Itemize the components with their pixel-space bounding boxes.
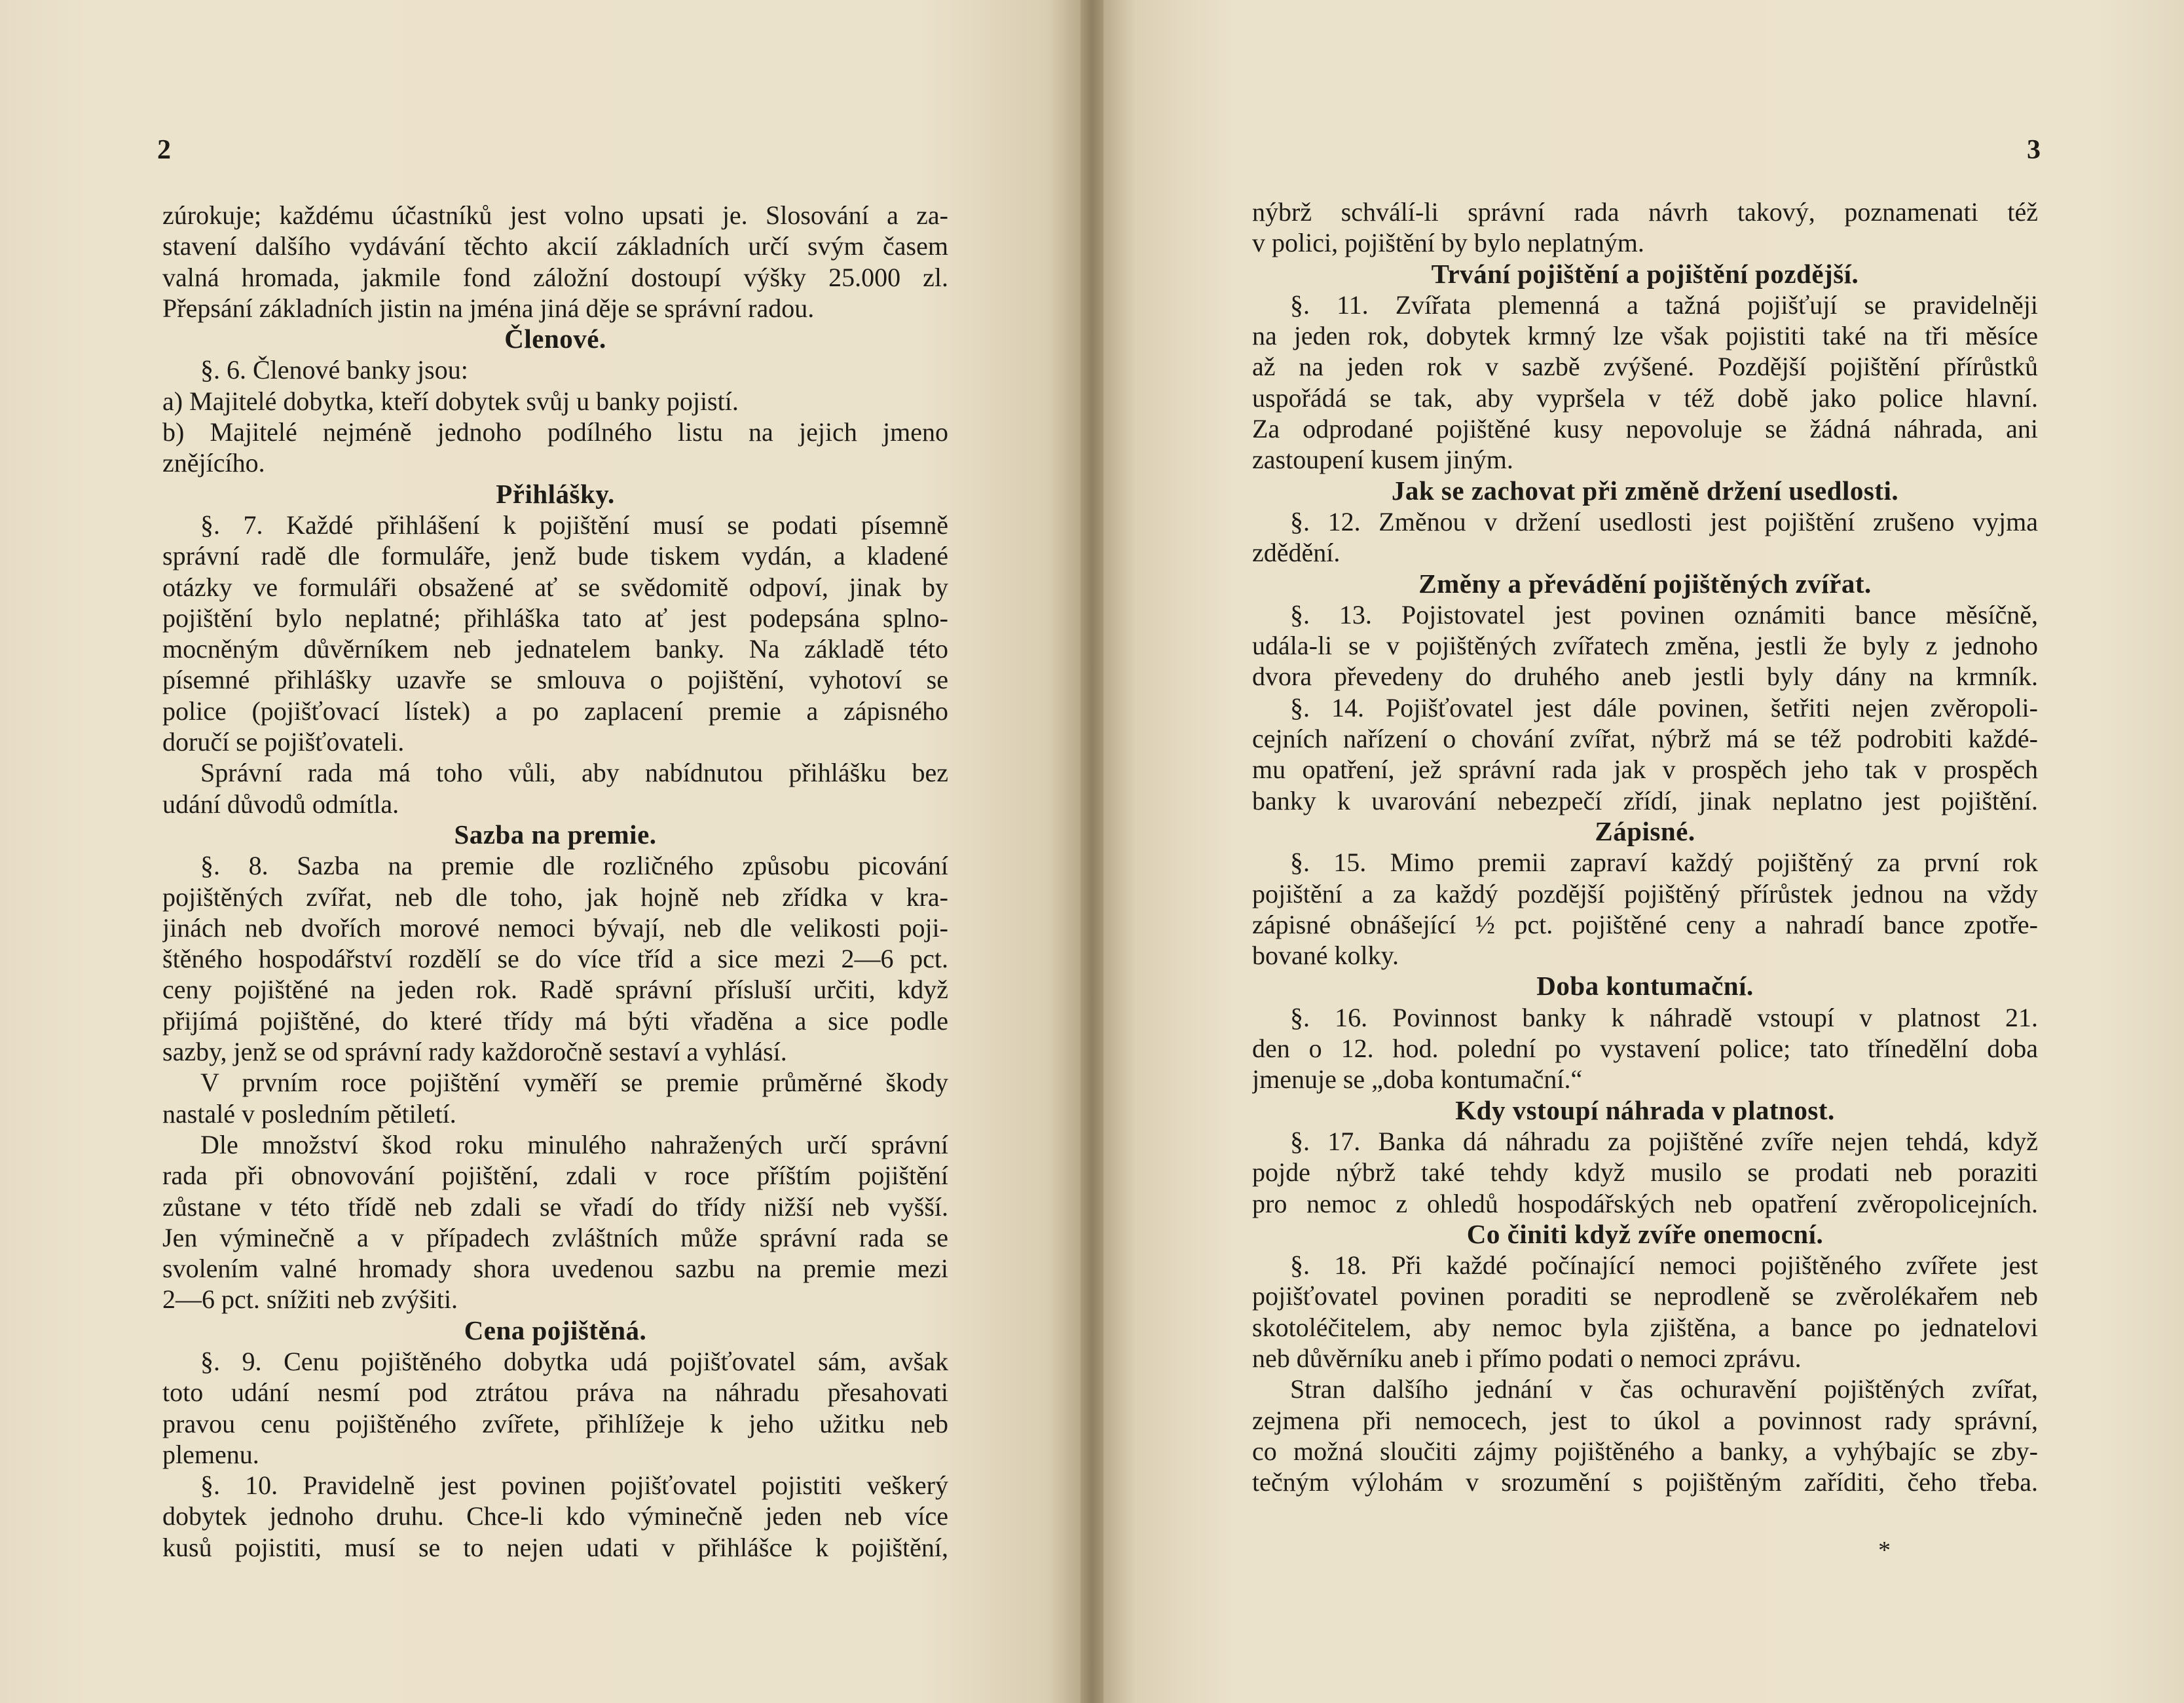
text-line: Správní rada má toho vůli, aby nabídnutou přihlášku bez (200, 758, 948, 788)
text-line: §. 6. Členové banky jsou: (200, 355, 468, 385)
text-line: znějícího. (162, 448, 265, 478)
page-number-right: 3 (2027, 135, 2041, 165)
text-line: pojde nýbrž také tehdy když musilo se prodati neb poraziti (1252, 1157, 2038, 1188)
text-line: pravou cenu pojištěného zvířete, přihlížeje k jeho užitku neb (162, 1408, 948, 1438)
text-line: jinách neb dvořích morové nemoci bývají, neb dle velikosti poji- (162, 912, 948, 943)
text-line: rada při obnovování pojištění, zdali v roce příštím pojištění (162, 1161, 948, 1191)
text-line: udála-li se v pojištěných zvířatech změna, jestli že byly z jednoho (1252, 631, 2038, 661)
text-line: stavení dalšího vydávání těchto akcií základních určí svým časem (162, 231, 948, 261)
text-line: přijímá pojištěné, do které třídy má býti vřaděna a sice podle (162, 1005, 948, 1036)
section-heading: Kdy vstoupí náhrada v platnost. (1455, 1095, 1835, 1125)
text-line: §. 9. Cenu pojištěného dobytka udá pojišťovatel sám, avšak (200, 1346, 948, 1376)
text-line: zápisné obnášející ½ pct. pojištěné ceny a nahradí bance zpotře- (1252, 909, 2038, 939)
text-line: §. 16. Povinnost banky k náhradě vstoupí v platnost 21. (1290, 1002, 2038, 1032)
text-line: dvora převedeny do druhého aneb jestli byly dány na krmník. (1252, 662, 2038, 692)
text-line: zdědění. (1252, 538, 1341, 568)
section-heading: Sazba na premie. (454, 819, 657, 850)
text-line: Stran dalšího jednání v čas ochuravění pojištěných zvířat, (1290, 1374, 2038, 1404)
text-line: správní radě dle formuláře, jenž bude tiskem vydán, a kladené (162, 541, 948, 571)
text-line: štěného hospodářství rozdělí se do více tříd a sice mezi 2—6 pct. (162, 944, 948, 974)
text-line: §. 7. Každé přihlášení k pojištění musí se podati písemně (200, 510, 948, 540)
left-page (0, 0, 1081, 1703)
text-line: Jen výminečně a v případech zvláštních může správní rada se (162, 1222, 948, 1252)
page-number-left: 2 (157, 135, 171, 165)
text-line: §. 11. Zvířata plemenná a tažná pojišťují se pravidelněji (1290, 290, 2038, 320)
text-line: b) Majitelé nejméně jednoho podílného listu na jejich jmeno (162, 417, 948, 447)
section-heading: Přihlášky. (496, 478, 615, 509)
text-line: §. 17. Banka dá náhradu za pojištěné zvíře nejen tehdá, když (1290, 1126, 2038, 1156)
section-heading: Jak se zachovat při změně držení usedlosti. (1391, 475, 1899, 506)
section-heading: Členové. (504, 324, 606, 354)
section-heading: Změny a převádění pojištěných zvířat. (1418, 568, 1872, 599)
text-line: §. 14. Pojišťovatel jest dále povinen, šetřiti nejen zvěropoli- (1290, 692, 2038, 722)
text-line: doručí se pojišťovateli. (162, 727, 405, 757)
text-line: v polici, pojištění by bylo neplatným. (1252, 228, 1644, 258)
text-line: §. 12. Změnou v držení usedlosti jest pojištění zrušeno vyjma (1290, 506, 2038, 536)
text-line: police (pojišťovací lístek) a po zaplacení premie a zápisného (162, 696, 948, 726)
text-line: ceny pojištěné na jeden rok. Radě správní přísluší určiti, když (162, 975, 948, 1005)
text-line: až na jeden rok v sazbě zvýšené. Pozdější pojištění přírůstků (1252, 352, 2038, 382)
text-line: plemenu. (162, 1439, 259, 1469)
text-line: toto udání nesmí pod ztrátou práva na náhradu přesahovati (162, 1377, 948, 1408)
text-line: Přepsání základních jistin na jména jiná děje se správní radou. (162, 293, 815, 323)
text-line: jmenuje se „doba kontumační.“ (1252, 1064, 1583, 1095)
text-line: pojištěných zvířat, neb dle toho, jak hojně neb zřídka v kra- (162, 882, 948, 912)
section-heading: Trvání pojištění a pojištění pozdější. (1431, 258, 1859, 289)
text-line: pojištění a za každý pozdější pojištěný přírůstek jednou na vždy (1252, 878, 2038, 908)
text-line: na jeden rok, dobytek krmný lze však pojistiti také na tři měsíce (1252, 321, 2038, 351)
text-line: tečným výlohám v srozumění s pojištěným zaříditi, čeho třeba. (1252, 1467, 2038, 1497)
section-heading: Zápisné. (1595, 815, 1695, 846)
text-line: otázky ve formuláři obsažené ať se svědomitě odpoví, jinak by (162, 572, 948, 602)
text-line: 2—6 pct. snížiti neb zvýšiti. (162, 1284, 458, 1315)
section-heading: Cena pojištěná. (464, 1315, 647, 1345)
text-line: V prvním roce pojištění vyměří se premie průměrné škody (200, 1068, 948, 1098)
text-line: nýbrž schválí-li správní rada návrh takový, poznamenati též (1252, 197, 2038, 227)
section-heading: Doba kontumační. (1536, 971, 1754, 1001)
text-line: den o 12. hod. polední po vystavení police; tato třínedělní doba (1252, 1034, 2038, 1064)
text-line: §. 8. Sazba na premie dle rozličného způsobu picování (200, 851, 948, 881)
text-line: pojišťovatel povinen poraditi se neprodleně se zvěrolékařem neb (1252, 1281, 2038, 1311)
text-line: cejních nařízení o chování zvířat, nýbrž má se též podrobiti každé- (1252, 724, 2038, 754)
text-line: uspořádá se tak, aby vypršela v též době jako police hlavní. (1252, 383, 2038, 413)
text-line: dobytek jednoho druhu. Chce-li kdo výminečně jeden neb více (162, 1501, 948, 1531)
text-line: pojištění bylo neplatné; přihláška tato ať jest podepsána splno- (162, 603, 948, 633)
text-line: Dle množství škod roku minulého nahražených určí správní (200, 1129, 948, 1159)
section-heading: Co činiti když zvíře onemocní. (1466, 1218, 1824, 1249)
text-line: §. 18. Při každé počínající nemoci pojištěného zvířete jest (1290, 1250, 2038, 1281)
text-line: kusů pojistiti, musí se to nejen udati v přihlášce k pojištění, (162, 1532, 948, 1562)
text-line: co možná sloučiti zájmy pojištěného a banky, a vyhýbajíc se zby- (1252, 1436, 2038, 1466)
text-line: pro nemoc z ohledů hospodářských neb opatření zvěropolicejních. (1252, 1188, 2038, 1218)
text-line: banky k uvarování nebezpečí zřídí, jinak neplatno jest pojištění. (1252, 785, 2038, 815)
signature-mark: * (1878, 1537, 1891, 1564)
text-line: valná hromada, jakmile fond záložní dostoupí výšky 25.000 zl. (162, 262, 948, 292)
text-line: zúrokuje; každému účastníků jest volno upsati je. Slosování a za- (162, 200, 948, 230)
text-line: nastalé v posledním pětiletí. (162, 1098, 456, 1129)
text-line: §. 10. Pravidelně jest povinen pojišťovatel pojistiti veškerý (200, 1470, 948, 1501)
book-gutter (1081, 0, 1103, 1703)
text-line: zejmena při nemocech, jest to úkol a povinnost rady správní, (1252, 1405, 2038, 1435)
text-line: písemné přihlášky uzavře se smlouva o pojištění, vyhotoví se (162, 665, 948, 695)
text-line: zůstane v této třídě neb zdali se vřadí do třídy nižší neb vyšší. (162, 1191, 948, 1222)
text-line: sazby, jenž se od správní rady každoročně sestaví a vyhlásí. (162, 1037, 787, 1067)
text-line: neb důvěrníku aneb i přímo podati o nemoci zprávu. (1252, 1343, 1802, 1373)
right-page-text (1252, 196, 2038, 1497)
text-line: bované kolky. (1252, 941, 1399, 971)
text-line: §. 15. Mimo premii zapraví každý pojištěný za první rok (1290, 848, 2038, 878)
text-line: skotoléčitelem, aby nemoc byla zjištěna, a bance po jednatelovi (1252, 1312, 2038, 1342)
text-line: a) Majitelé dobytka, kteří dobytek svůj u banky pojistí. (162, 386, 739, 416)
text-line: §. 13. Pojistovatel jest povinen oznámiti bance měsíčně, (1290, 599, 2038, 629)
text-line: mu opatření, jež správní rada jak v prospěch jeho tak v prospěch (1252, 755, 2038, 785)
text-line: svolením valné hromady shora uvedenou sazbu na premie mezi (162, 1254, 948, 1284)
text-line: Za odprodané pojištěné kusy nepovoluje se žádná náhrada, ani (1252, 414, 2038, 444)
left-page-text (162, 200, 948, 1563)
text-line: mocněným důvěrníkem neb jednatelem banky. Na základě této (162, 634, 948, 664)
text-line: udání důvodů odmítla. (162, 789, 399, 819)
text-line: zastoupení kusem jiným. (1252, 445, 1513, 475)
